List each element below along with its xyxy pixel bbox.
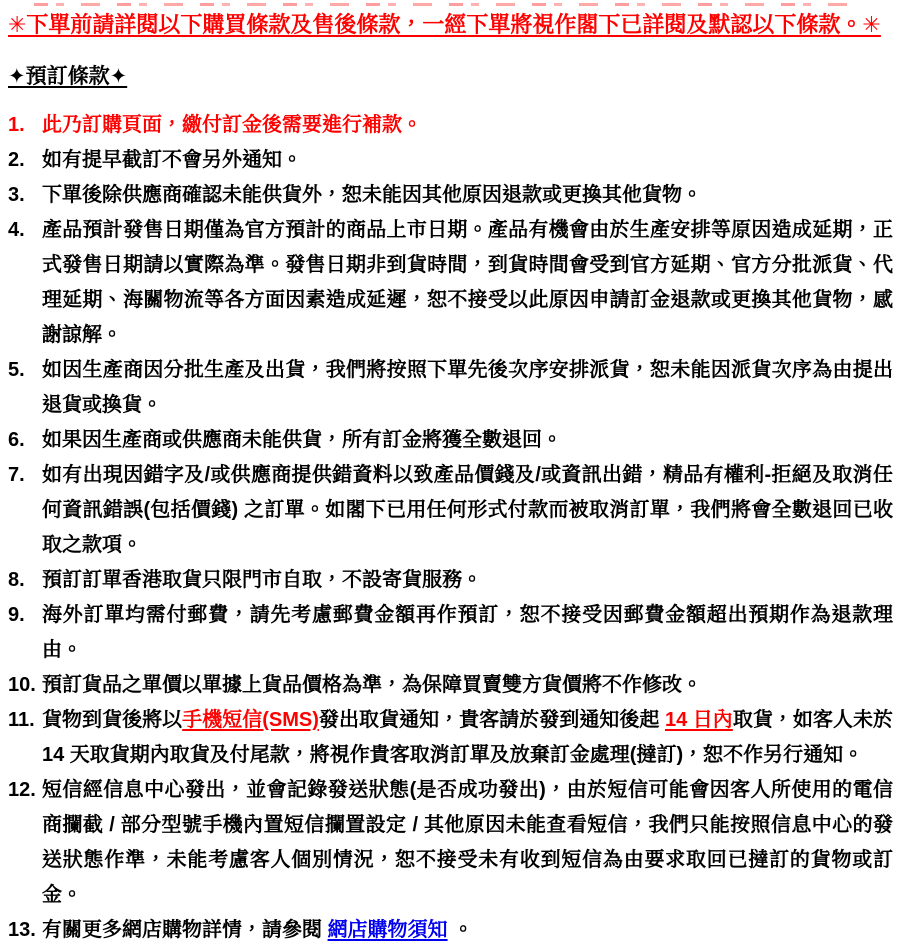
term-text (42, 178, 893, 213)
term-text (42, 773, 893, 913)
cropped-red-text-top (34, 2, 854, 6)
term-segment: 海外訂單均需付郵費，請先考慮郵費金額再作預訂，恕不接受因郵費金額超出預期作為退款理由。 (42, 604, 893, 661)
term-segment: 短信經信息中心發出，並會記錄發送狀態(是否成功發出)，由於短信可能會因客人所使用的電信商攔截 / 部分型號手機內置短信攔置設定 / 其他原因未能查看短信，我們只能按照信息中心的發送狀態作準，未能考慮客人個別情況，恕不接受未有收到短信為由要求取回已撻訂的貨物或訂金。 (42, 779, 893, 906)
term-text (42, 213, 893, 353)
term-number: 7. (8, 464, 25, 486)
term-number: 4. (8, 219, 25, 241)
term-number: 3. (8, 184, 25, 206)
term-segment: 如有出現因錯字及/或供應商提供錯資料以致產品價錢及/或資訊出錯，精品有權利-拒絕及取消任何資訊錯誤(包括價錢) 之訂單。如閣下已用任何形式付款而被取消訂單，我們將會全數退回已收取之款項。 (42, 464, 893, 556)
term-item (8, 458, 893, 563)
term-number: 13. (8, 919, 36, 941)
term-item (8, 563, 893, 598)
term-number: 12. (8, 779, 36, 801)
term-number: 9. (8, 604, 25, 626)
term-text (42, 703, 893, 773)
term-segment: 貨物到貨後將以 (42, 709, 183, 731)
highlighted-term-text: 14 日內 (664, 709, 733, 731)
highlighted-term-text: 手機短信(SMS) (182, 709, 319, 731)
term-number: 10. (8, 674, 36, 696)
term-text (42, 563, 893, 598)
term-segment: 預訂貨品之單價以單據上貨品價格為準，為保障買賣雙方貨價將不作修改。 (42, 674, 702, 696)
term-segment: 預訂訂單香港取貨只限門市自取，不設寄貨服務。 (42, 569, 482, 591)
term-segment: 。 (447, 919, 474, 941)
term-item (8, 668, 893, 703)
term-number: 2. (8, 149, 25, 171)
term-segment: 產品預計發售日期僅為官方預計的商品上市日期。產品有機會由於生產安排等原因造成延期，正式發售日期請以實際為準。發售日期非到貨時間，到貨時間會受到官方延期、官方分批派貨、代理延期、海關物流等各方面因素造成延遲，恕不接受以此原因申請訂金退款或更換其他貨物，感謝諒解。 (42, 219, 893, 346)
term-segment: 如有提早截訂不會另外通知。 (42, 149, 302, 171)
term-item (8, 213, 893, 353)
term-number: 8. (8, 569, 25, 591)
term-number: 11. (8, 709, 35, 731)
term-text (42, 353, 893, 423)
shop-notice-link[interactable]: 網店購物須知 (327, 919, 448, 941)
term-segment: 此乃訂購頁面，繳付訂金後需要進行補款。 (42, 114, 422, 136)
term-item (8, 423, 893, 458)
term-text (42, 458, 893, 563)
term-text (42, 668, 893, 703)
term-item (8, 143, 893, 178)
term-item (8, 703, 893, 773)
term-number: 5. (8, 359, 25, 381)
term-text (42, 143, 893, 178)
term-item (8, 773, 893, 913)
term-item (8, 108, 893, 143)
term-number: 6. (8, 429, 25, 451)
term-text (42, 423, 893, 458)
term-item (8, 178, 893, 213)
term-text (42, 598, 893, 668)
term-segment: 發出取貨通知，貴客請於發到通知後起 (318, 709, 665, 731)
term-segment: 取貨，如客人未於 14 天取貨期內取貨及付尾款，將視作貴客取消訂單及放棄訂金處理(撻訂)，恕不作另行通知。 (42, 709, 893, 766)
purchase-notice-banner: ✳下單前請詳閱以下購買條款及售後條款，一經下單將視作閣下已詳閱及默認以下條款。✳ (8, 12, 881, 37)
term-number: 1. (8, 114, 25, 136)
term-item (8, 913, 893, 948)
term-segment: 如果因生產商或供應商未能供貨，所有訂金將獲全數退回。 (42, 429, 562, 451)
term-segment: 如因生產商因分批生產及出貨，我們將按照下單先後次序安排派貨，恕未能因派貨次序為由提出退貨或換貨。 (42, 359, 893, 416)
section-header-preorder-terms: ✦預訂條款✦ (8, 65, 128, 88)
terms-list (8, 108, 893, 948)
term-text (42, 108, 893, 143)
term-text (42, 913, 893, 948)
term-segment: 有關更多網店購物詳情，請參閱 (42, 919, 328, 941)
term-item (8, 353, 893, 423)
term-item (8, 598, 893, 668)
term-segment: 下單後除供應商確認未能供貨外，恕未能因其他原因退款或更換其他貨物。 (42, 184, 702, 206)
